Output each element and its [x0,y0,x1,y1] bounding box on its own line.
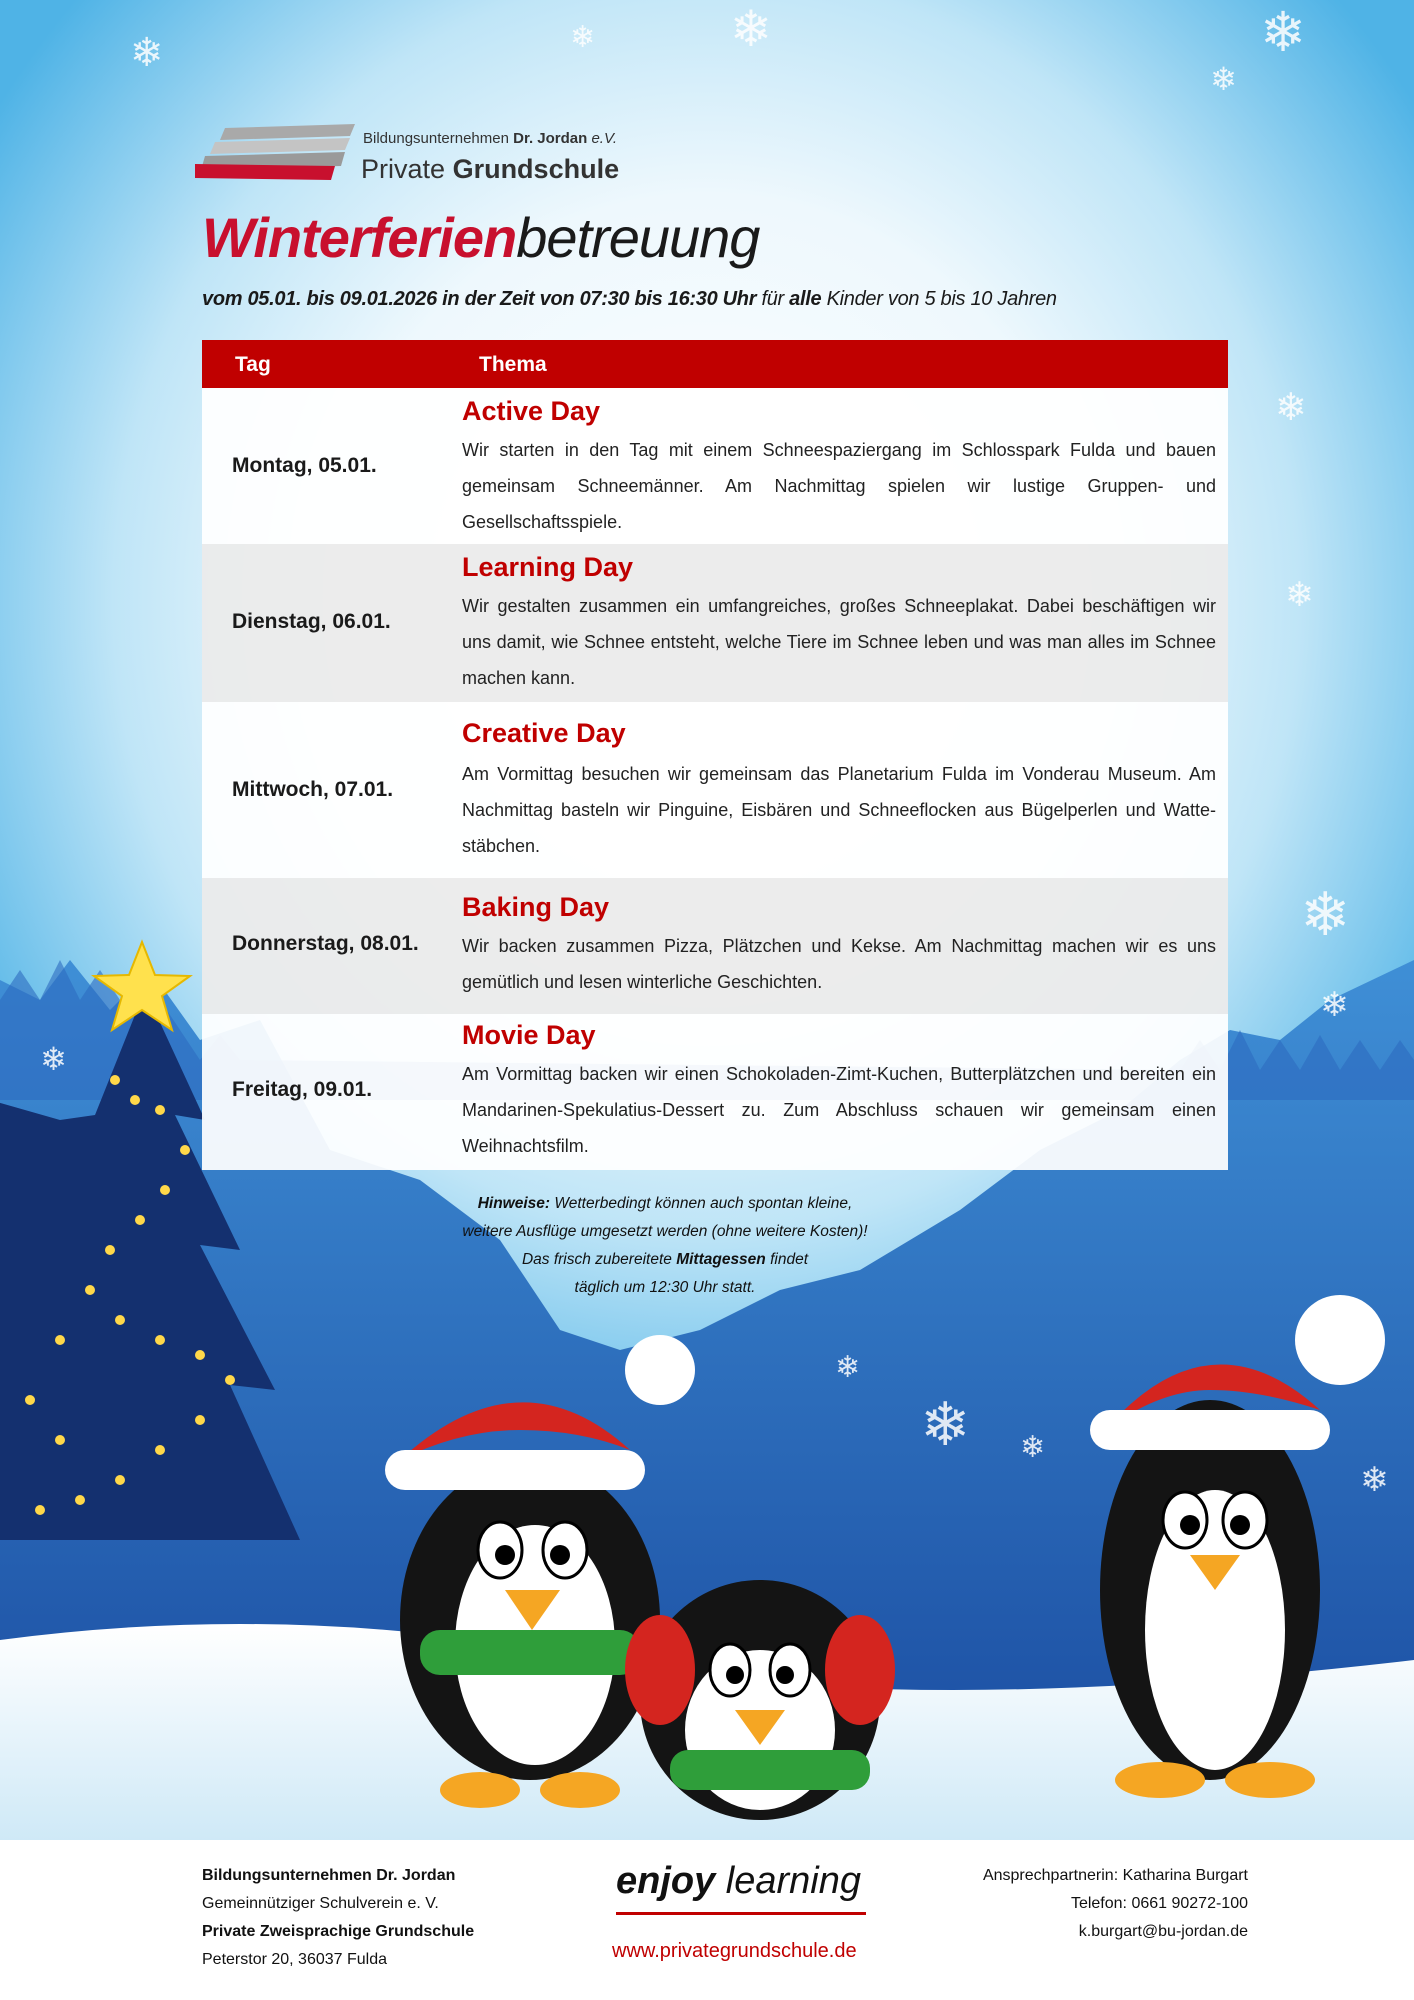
snowflake-icon: ❄ [1275,385,1307,429]
row-day: Donnerstag, 08.01. [232,932,419,955]
snowflake-icon: ❄ [835,1350,861,1385]
table-row [202,388,1228,544]
snowflake-icon: ❄ [570,20,596,55]
logo-underline [616,1912,866,1915]
footer-address: Bildungsunternehmen Dr. Jordan Gemeinnütziger Schulverein e. V. Private Zweisprachige Grundschule Peterstor 20, 36037 Fulda [202,1867,475,1968]
row-description: Am Vormittag backen wir einen Schokoladen-Zimt-Kuchen, Butterplätzchen und bereiten ein Mandarinen-Spekulatius-Dessert zu. Zum Abschluss schauen wir gemeinsam einen Weihnachtsfilm. [462,1064,1216,1156]
snowflake-icon: ❄ [1210,60,1237,98]
row-topic: Creative Day [462,718,626,748]
row-description: Am Vormittag besuchen wir gemeinsam das Planetarium Fulda im Vonderau Museum. Am Nachmittag basteln wir Pinguine, Eisbären und Schneeflocken aus Bügelperlen und Watte-stäbchen. [462,764,1216,856]
logo-school-name: Private Grundschule [361,154,620,184]
snowflake-icon: ❄ [1260,0,1307,64]
row-day: Dienstag, 06.01. [232,610,391,633]
school-logo [195,108,645,188]
snowflake-icon: ❄ [1300,880,1351,950]
snowflake-icon: ❄ [920,1390,971,1460]
snowflake-icon: ❄ [1020,1430,1046,1465]
schedule-table-header [202,340,1228,388]
row-topic: Movie Day [462,1020,596,1050]
books-logo-icon [195,116,360,186]
snowflake-icon: ❄ [40,1040,67,1078]
snowflake-icon: ❄ [1360,1460,1389,1500]
row-description: Wir starten in den Tag mit einem Schneespaziergang im Schlosspark Fulda und bauen gemeinsam Schneemänner. Am Nachmittag spielen wir lustige Gruppen- und Gesellschaftsspiele. [462,440,1216,532]
row-day: Montag, 05.01. [232,454,377,477]
page-title: Winterferienbetreuung [202,206,760,269]
header-day: Tag [235,353,271,376]
snowflake-icon: ❄ [130,30,164,76]
header-topic: Thema [479,353,547,376]
table-row [202,702,1228,878]
row-description: Wir gestalten zusammen ein umfangreiches, großes Schneeplakat. Dabei beschäftigen wir uns damit, wie Schnee entsteht, welche Tiere im Schnee leben und was man alles im Schnee machen kann. [462,596,1216,688]
table-row [202,544,1228,702]
snowflake-icon: ❄ [1320,985,1349,1025]
row-day: Mittwoch, 07.01. [232,778,394,801]
hint-note: Hinweise: Wetterbedingt können auch spontan kleine, weitere Ausflüge umgesetzt werden (ohne weitere Kosten)! Das frisch zubereitete Mittagessen findet täglich um 12:30 Uhr statt. [462,1195,868,1296]
footer [0,1840,1414,2000]
row-topic: Active Day [462,396,601,426]
table-row [202,1014,1228,1170]
row-topic: Baking Day [462,892,610,922]
logo-organization: Bildungsunternehmen Dr. Jordan e.V. [363,130,618,147]
page-subtitle: vom 05.01. bis 09.01.2026 in der Zeit von 07:30 bis 16:30 Uhr für alle Kinder von 5 bis 10 Jahren [202,288,1057,310]
email-link[interactable]: k.burgart@bu-jordan.de [1078,1923,1248,1940]
table-row [202,878,1228,1014]
snowflake-icon: ❄ [1285,575,1314,615]
enjoy-learning-logo: enjoy learning [616,1860,862,1902]
footer-contact: Ansprechpartnerin: Katharina Burgart Telefon: 0661 90272-100 k.burgart@bu-jordan.de [983,1862,1248,1946]
row-day: Freitag, 09.01. [232,1078,373,1101]
website-link[interactable]: www.privategrundschule.de [612,1940,857,1962]
row-topic: Learning Day [462,552,634,582]
snowflake-icon: ❄ [730,0,772,58]
row-description: Wir backen zusammen Pizza, Plätzchen und Kekse. Am Nachmittag machen wir es uns gemütlich und lesen winterliche Geschichten. [462,936,1216,992]
